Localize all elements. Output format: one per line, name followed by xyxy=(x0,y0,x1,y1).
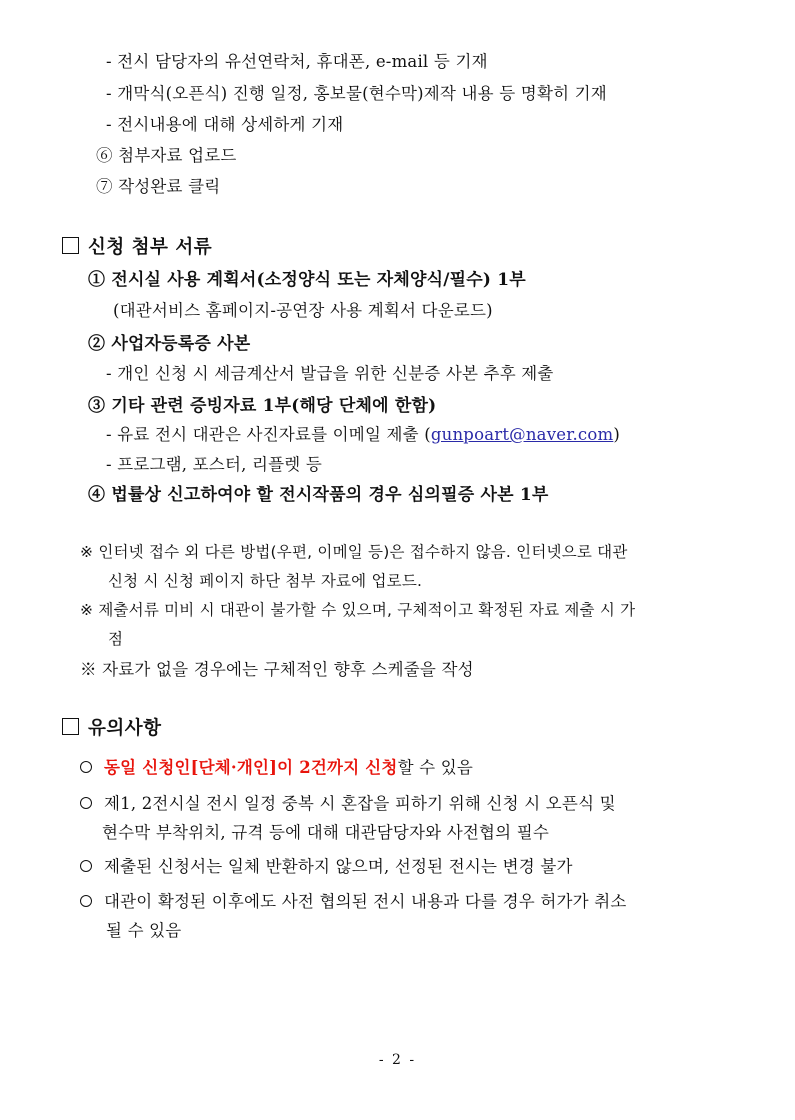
circle-bullet-icon xyxy=(80,761,92,773)
attachment-item-3-note-1 xyxy=(106,421,620,445)
email-link[interactable]: gunpoart@naver.com xyxy=(430,425,614,444)
attachment-item-3: ③ 기타 관련 증빙자료 1부(해당 단체에 한함) xyxy=(88,396,437,416)
section-heading-attachments xyxy=(62,233,212,259)
precaution-item-3 xyxy=(80,853,573,877)
attachment-item-2: ② 사업자등록증 사본 xyxy=(88,334,251,354)
precaution-2-line-2: 현수막 부착위치, 규격 등에 대해 대관담당자와 사전협의 필수 xyxy=(102,823,550,842)
email-note-close: ) xyxy=(613,425,620,444)
top-list-item-4: ⑥ 첨부자료 업로드 xyxy=(96,146,237,165)
note-2-line-2: 점 xyxy=(108,630,124,648)
attachment-item-2-note: - 개인 신청 시 세금계산서 발급을 위한 신분증 사본 추후 제출 xyxy=(106,364,554,383)
checkbox-square-icon xyxy=(62,237,79,254)
precaution-1-rest: 할 수 있음 xyxy=(397,758,474,777)
attachment-item-4: ④ 법률상 신고하여야 할 전시작품의 경우 심의필증 사본 1부 xyxy=(88,485,549,505)
attachment-item-3-note-2: - 프로그램, 포스터, 리플렛 등 xyxy=(106,455,322,474)
circle-bullet-icon xyxy=(80,860,92,872)
precaution-item-2 xyxy=(80,790,616,814)
top-list-item-3: - 전시내용에 대해 상세하게 기재 xyxy=(106,115,344,134)
top-list-item-2: - 개막식(오픈식) 진행 일정, 홍보물(현수막)제작 내용 등 명확히 기재 xyxy=(106,84,607,103)
attachment-item-1-note: (대관서비스 홈페이지-공연장 사용 계획서 다운로드) xyxy=(113,301,493,320)
attachment-item-1: ① 전시실 사용 계획서(소정양식 또는 자체양식/필수) 1부 xyxy=(88,270,526,290)
precaution-2-line-1: 제1, 2전시실 전시 일정 중복 시 혼잡을 피하기 위해 신청 시 오픈식 및 xyxy=(104,794,616,813)
email-note-text: - 유료 전시 대관은 사진자료를 이메일 제출 ( xyxy=(106,425,431,444)
section-title: 유의사항 xyxy=(88,718,162,739)
circle-bullet-icon xyxy=(80,895,92,907)
precaution-4-line-2: 될 수 있음 xyxy=(106,921,182,940)
note-3: ※ 자료가 없을 경우에는 구체적인 향후 스케줄을 작성 xyxy=(80,660,474,679)
top-list-item-5: ⑦ 작성완료 클릭 xyxy=(96,177,221,196)
section-title: 신청 첨부 서류 xyxy=(88,237,213,258)
precaution-3-text: 제출된 신청서는 일체 반환하지 않으며, 선정된 전시는 변경 불가 xyxy=(104,857,573,876)
checkbox-square-icon xyxy=(62,718,79,735)
precaution-1-highlight: 동일 신청인[단체·개인]이 2건까지 신청 xyxy=(104,758,398,777)
page-number: - 2 - xyxy=(378,1052,417,1068)
precaution-item-1 xyxy=(80,754,473,778)
note-1-line-2: 신청 시 신청 페이지 하단 첨부 자료에 업로드. xyxy=(108,572,423,590)
note-1-line-1: ※ 인터넷 접수 외 다른 방법(우편, 이메일 등)은 접수하지 않음. 인터넷으로 대관 xyxy=(80,543,628,561)
top-list-item-1: - 전시 담당자의 유선연락처, 휴대폰, e-mail 등 기재 xyxy=(106,52,488,71)
precaution-item-4 xyxy=(80,888,626,912)
note-2-line-1: ※ 제출서류 미비 시 대관이 불가할 수 있으며, 구체적이고 확정된 자료 제출 시 가 xyxy=(80,601,636,619)
circle-bullet-icon xyxy=(80,797,92,809)
precaution-4-line-1: 대관이 확정된 이후에도 사전 협의된 전시 내용과 다를 경우 허가가 취소 xyxy=(104,892,627,911)
section-heading-precautions xyxy=(62,714,161,740)
